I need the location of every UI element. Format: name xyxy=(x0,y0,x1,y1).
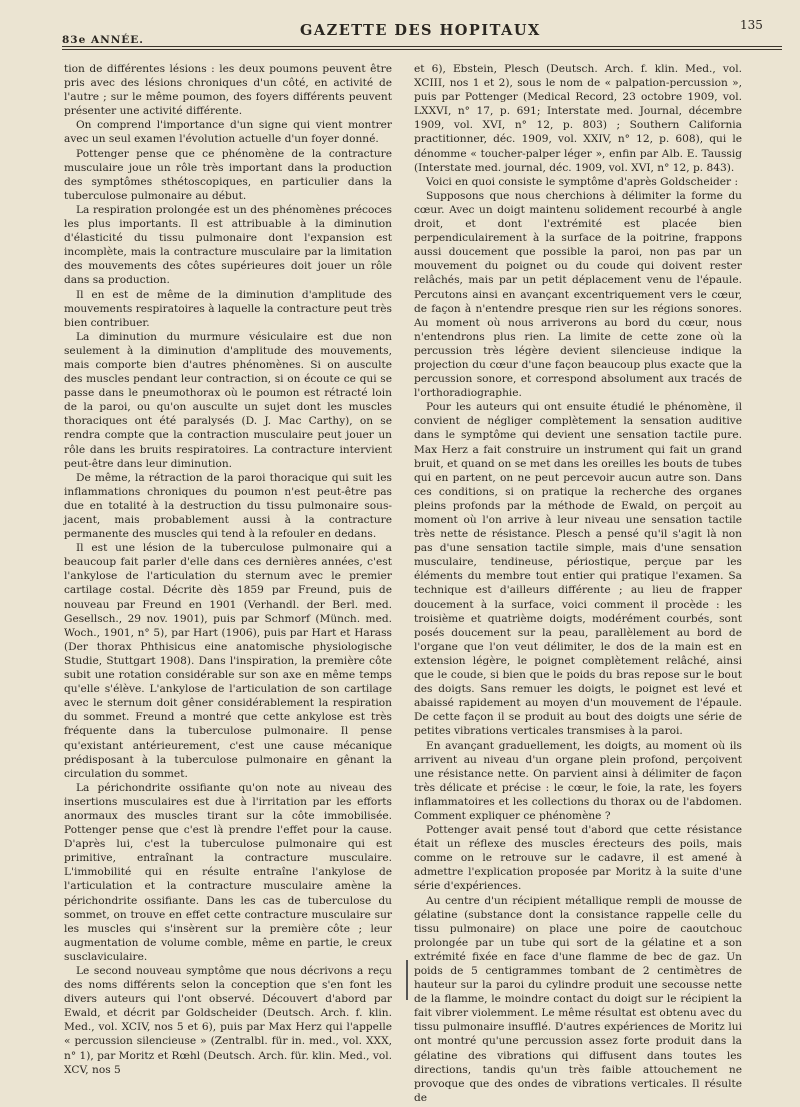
header-rule-bottom xyxy=(62,49,782,50)
paragraph: Pottenger pense que ce phénomène de la contracture musculaire joue un rôle très important dans la production des symptômes sthétoscopiques, en particulier dans la tuberculose pulmonaire au début. xyxy=(64,147,392,202)
paragraph: Pottenger avait pensé tout d'abord que cette résistance était un réflexe des muscles érecteurs des poils, mais comme on le retrouve sur le cadavre, il est amené à admettre l'explication proposée par Moritz à la suite d'une série d'expériences. xyxy=(414,824,742,893)
paragraph: La respiration prolongée est un des phénomènes précoces les plus importants. Il est attribuable à la diminution d'élasticité du tissu pulmonaire dont l'expansion est incomplète, mais la contracture musculaire par la limitation des mouvements des côtes supérieures doit jouer un rôle dans sa production. xyxy=(64,203,392,287)
paragraph: Le second nouveau symptôme que nous décrivons a reçu des noms différents selon la conception que s'en font les divers auteurs qui l'ont observé. Découvert d'abord par Ewald, et décrit par Goldscheider (Deutsch. Arch. f. klin. Med., vol. XCIV, nos 5 et 6), puis par Max Herz qui l'appelle « percussion silencieuse » (Zentralbl. für in. med., vol. XXX, n° 1), par Moritz et Rœhl (Deutsch. Arch. für. klin. Med., vol. XCV, nos 5 xyxy=(64,965,392,1076)
publication-title: GAZETTE DES HOPITAUX xyxy=(300,22,541,39)
paragraph: Il en est de même de la diminution d'amplitude des mouvements respiratoires à laquelle la contracture peut très bien contribuer. xyxy=(64,288,392,329)
left-column xyxy=(64,62,392,1077)
paragraph: Supposons que nous cherchions à délimiter la forme du cœur. Avec un doigt maintenu solidement recourbé à angle droit, et dont l'extrémité est placée bien perpendiculairement à la surface de la poitrine, frappons aussi doucement que possible la paroi, non pas par un mouvement du poignet ou du coude qui doivent rester relâchés, mais par un petit déplacement venu de l'épaule. Percutons ainsi en avançant excentriquement vers le cœur, de façon à n'entendre presque rien sur les régions sonores. Au moment où nous arriverons au bord du cœur, nous n'entendrons plus rien. La limite de cette zone où la percussion très légère devient silencieuse indique la projection du cœur d'une façon beaucoup plus exacte que la percussion sonore, et correspond absolument aux tracés de l'orthoradiographie. xyxy=(414,189,742,400)
margin-mark xyxy=(406,960,408,1000)
paragraph: Au centre d'un récipient métallique rempli de mousse de gélatine (substance dont la consistance rappelle celle du tissu pulmonaire) on place une poire de caoutchouc prolongée par un tube qui sort de la gélatine et a son extrémité fixée en face d'une flamme de bec de gaz. Un poids de 5 centigrammes tombant de 2 centimètres de hauteur sur la paroi du cylindre produit une secousse nette de la flamme, le moindre contact du doigt sur le récipient la fait vibrer violemment. Le même résultat est obtenu avec du tissu pulmonaire insufflé. D'autres expériences de Moritz lui ont montré qu'une percussion assez forte produit dans la gélatine des vibrations qui diffusent dans toutes les directions, tandis qu'un très faible attouchement ne provoque que des ondes de vibrations verticales. Il résulte de xyxy=(414,894,742,1104)
right-column xyxy=(414,62,742,1105)
page-number: 135 xyxy=(740,18,763,32)
paragraph: tion de différentes lésions : les deux poumons peuvent être pris avec des lésions chroniques d'un côté, en activité de l'autre ; sur le même poumon, des foyers différents peuvent présenter une activité différente. xyxy=(64,63,392,118)
paragraph: De même, la rétraction de la paroi thoracique qui suit les inflammations chroniques du poumon n'est peut-être pas due en totalité à la destruction du tissu pulmonaire sous-jacent, mais probablement aussi à la contracture permanente des muscles qui tend à la refouler en dedans. xyxy=(64,471,392,541)
paragraph: Voici en quoi consiste le symptôme d'après Goldscheider : xyxy=(426,175,739,188)
volume-year: 83e ANNÉE. xyxy=(62,34,144,46)
paragraph: En avançant graduellement, les doigts, au moment où ils arrivent au niveau d'un organe plein profond, perçoivent une résistance nette. On parvient ainsi à délimiter de façon très délicate et précise : le cœur, le foie, la rate, les foyers inflammatoires et les collections du thorax ou de l'abdomen. Comment expliquer ce phénomène ? xyxy=(414,739,742,822)
paragraph: Pour les auteurs qui ont ensuite étudié le phénomène, il convient de négliger complètement la sensation auditive dans le symptôme qui devient une sensation tactile pure. Max Herz a fait construire un instrument qui fait un grand bruit, et quand on se met dans les oreilles les bouts de tubes qui en partent, on ne peut percevoir aucun autre son. Dans ces conditions, si on pratique la recherche des organes pleins profonds par la méthode de Ewald, on perçoit au moment où l'on arrive à leur niveau une sensation tactile très nette de résistance. Plesch a pensé qu'il s'agit là non pas d'une sensation tactile simple, mais d'une sensation musculaire, tendineuse, périostique, perçue par les éléments du membre tout entier qui pratique l'examen. Sa technique est d'ailleurs différente ; au lieu de frapper doucement à la surface, voici comment il procède : les troisième et quatrième doigts, modérément courbés, sont posés doucement sur la peau, parallèlement au bord de l'organe que l'on veut délimiter, le dos de la main est en extension légère, le poignet complètement relâché, ainsi que le coude, si bien que le poids du bras repose sur le bout des doigts. Sans remuer les doigts, le poignet est levé et abaissé rapidement au moyen d'un mouvement de l'épaule. De cette façon il se produit au bout des doigts une série de petites vibrations verticales transmises à la paroi. xyxy=(414,401,742,738)
paragraph: Il est une lésion de la tuberculose pulmonaire qui a beaucoup fait parler d'elle dans ces dernières années, c'est l'ankylose de l'articulation du sternum avec le premier cartilage costal. Décrite dès 1859 par Freund, puis de nouveau par Freund en 1901 (Verhandl. der Berl. med. Gesellsch., 29 nov. 1901), puis par Schmorf (Münch. med. Woch., 1901, n° 5), par Hart (1906), puis par Hart et Harass (Der thorax Phthisicus eine anatomische physiologische Studie, Stuttgart 1908). Dans l'inspiration, la première côte subit une rotation considérable sur son axe en même temps qu'elle s'élève. L'ankylose de l'articulation de son cartilage avec le sternum doit gêner considérablement la respiration du sommet. Freund a montré que cette ankylose est très fréquente dans la tuberculose pulmonaire. Il pense qu'existant antérieurement, c'est une cause mécanique prédisposant à la tuberculose pulmonaire en gênant la circulation du sommet. xyxy=(64,542,392,780)
paragraph: On comprend l'importance d'un signe qui vient montrer avec un seul examen l'évolution actuelle d'un foyer donné. xyxy=(64,119,392,146)
paragraph: La périchondrite ossifiante qu'on note au niveau des insertions musculaires est due à l'irritation par les efforts anormaux des muscles tirant sur la côte immobilisée. Pottenger pense que c'est là prendre l'effet pour la cause. D'après lui, c'est la tuberculose pulmonaire qui est primitive, entraînant la contracture musculaire. L'immobilité qui en résulte entraîne l'ankylose de l'articulation et la contracture musculaire amène la périchondrite ossifiante. Dans les cas de tuberculose du sommet, on trouve en effet cette contracture musculaire sur les muscles qui s'insèrent sur la première côte ; leur augmentation de volume comble, même en partie, le creux susclaviculaire. xyxy=(64,781,392,963)
paragraph: et 6), Ebstein, Plesch (Deutsch. Arch. f. klin. Med., vol. XCIII, nos 1 et 2), sous le nom de « palpation-percussion », puis par Pottenger (Medical Record, 23 octobre 1909, vol. LXXVI, n° 17, p. 691; Interstate med. Journal, décembre 1909, vol. XVI, n° 12, p. 803) ; Southern California practitionner, déc. 1909, vol. XXIV, n° 12, p. 608), qui le dénomme « toucher-palper léger », enfin par Alb. E. Taussig (Interstate med. journal, déc. 1909, vol. XVI, n° 12, p. 843). xyxy=(414,63,742,174)
header-rule-top xyxy=(62,46,782,47)
paragraph: La diminution du murmure vésiculaire est due non seulement à la diminution d'amplitude des mouvements, mais comporte bien d'autres phénomènes. Si on ausculte des muscles pendant leur contraction, si on écoute ce qui se passe dans le pneumothorax où le poumon est rétracté loin de la paroi, ou qu'on ausculte un sujet dont les muscles thoraciques ont été paralysés (D. J. Mac Carthy), on se rendra compte que la contraction musculaire peut jouer un rôle dans les bruits respiratoires. La contracture intervient peut-être dans leur diminution. xyxy=(64,330,392,470)
